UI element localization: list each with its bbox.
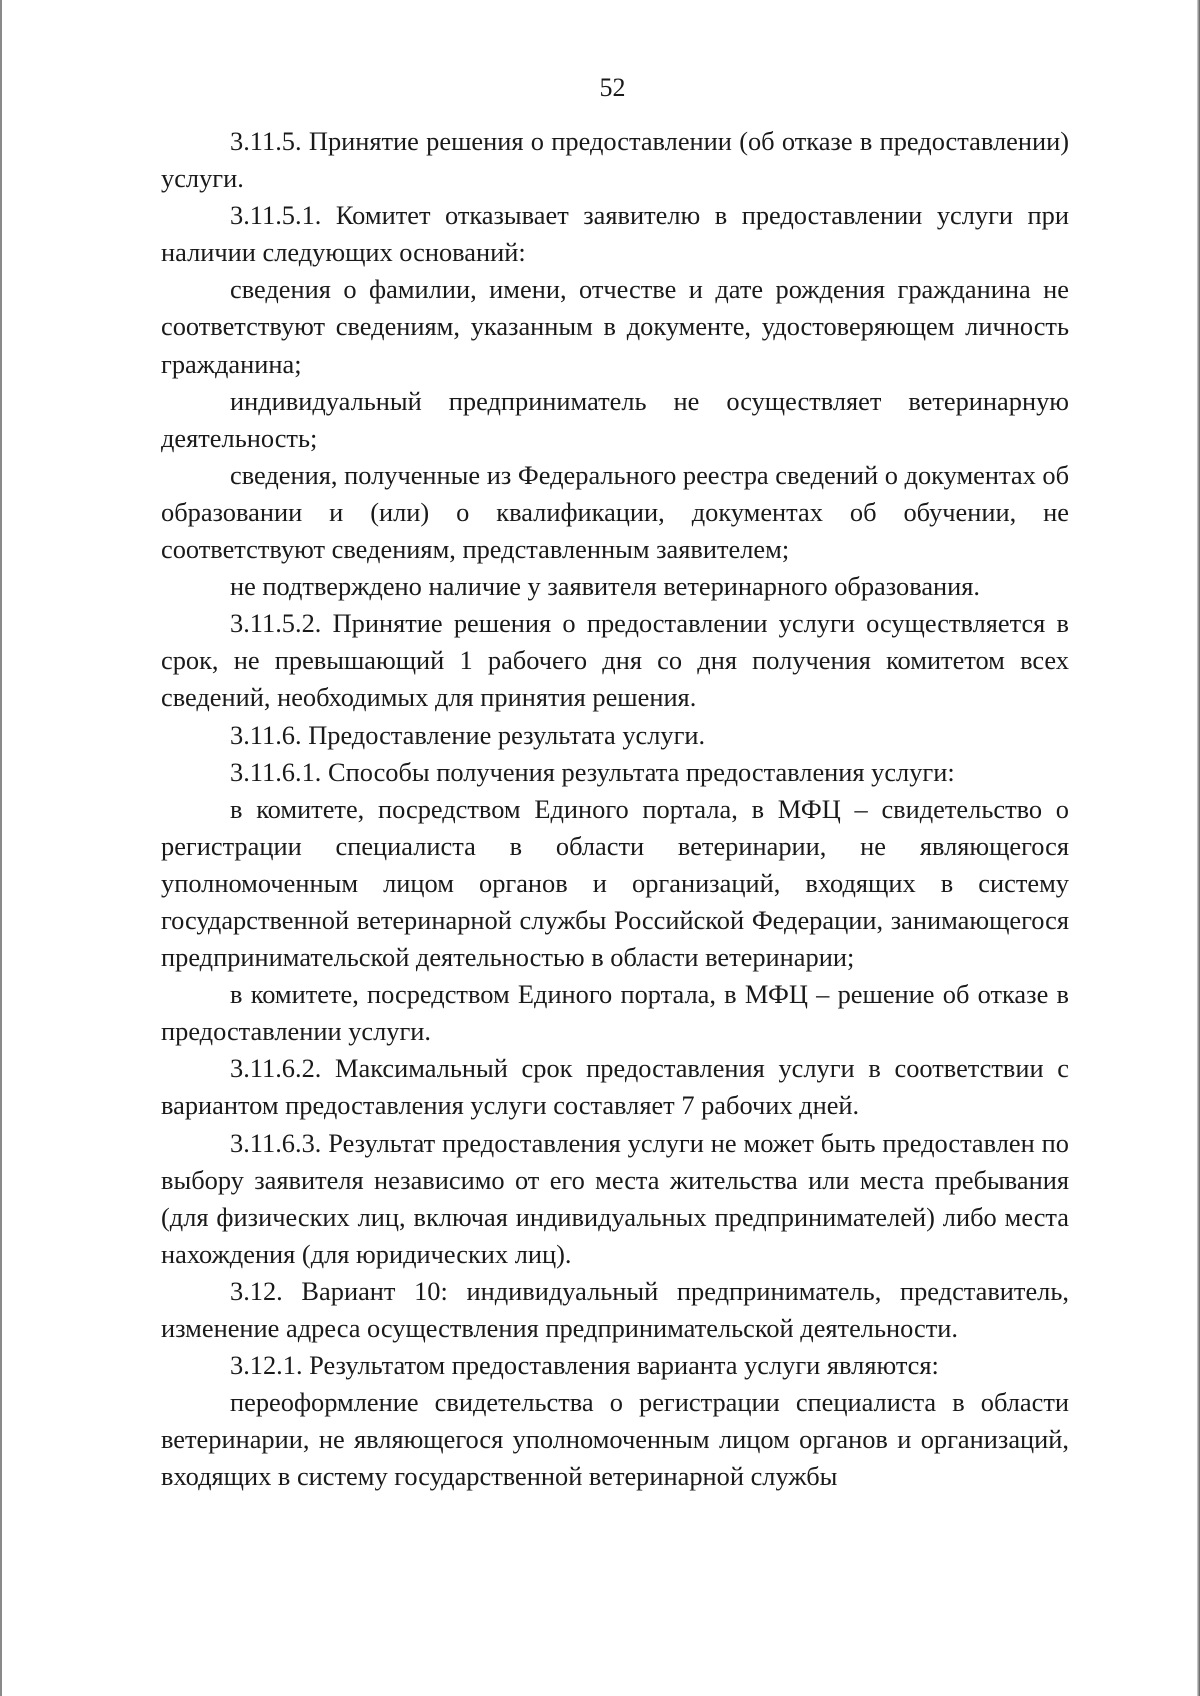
paragraph-3-11-6-1: 3.11.6.1. Способы получения результата предоставления услуги: [230,756,955,787]
paragraph-result-refusal: в комитете, посредством Единого портала, в МФЦ – решение об отказе в предоставлении услуги. [161,979,1069,1047]
paragraph-3-12: 3.12. Вариант 10: индивидуальный предприниматель, представитель, изменение адреса осуществления предпринимательской деятельности. [161,1275,1069,1343]
page-number: 52 [599,73,626,102]
paragraph-reissue-certificate: переоформление свидетельства о регистрации специалиста в области ветеринарии, не являющегося уполномоченным лицом органов и организаций, входящих в систему государственной ветеринарной службы [161,1387,1069,1492]
paragraph-3-11-6-2: 3.11.6.2. Максимальный срок предоставления услуги в соответствии с вариантом предоставления услуги составляет 7 рабочих дней. [161,1053,1069,1121]
paragraph-ground-personal-data: сведения о фамилии, имени, отчестве и дате рождения гражданина не соответствуют сведениям, указанным в документе, удостоверяющем личность гражданина; [161,274,1069,379]
paragraph-3-12-1: 3.12.1. Результатом предоставления варианта услуги являются: [230,1350,939,1381]
document-body [161,123,1069,1495]
scan-edge-left [0,0,2,1696]
paragraph-3-11-6-3: 3.11.6.3. Результат предоставления услуги не может быть предоставлен по выбору заявителя независимо от его места жительства или места пребывания (для физических лиц, включая индивидуальных предпринимателей) либо места нахождения (для юридических лиц). [161,1127,1069,1269]
paragraph-result-certificate: в комитете, посредством Единого портала, в МФЦ – свидетельство о регистрации специалиста в области ветеринарии, не являющегося уполномоченным лицом органов и организаций, входящих в систему государственной ветеринарной службы Российской Федерации, занимающегося предпринимательской деятельностью в области ветеринарии; [161,793,1069,973]
paragraph-ground-no-activity: индивидуальный предприниматель не осуществляет ветеринарную деятельность; [161,385,1069,453]
paragraph-3-11-5-2: 3.11.5.2. Принятие решения о предоставлении услуги осуществляется в срок, не превышающий 1 рабочего дня со дня получения комитетом всех сведений, необходимых для принятия решения. [161,608,1069,713]
paragraph-ground-education-registry: сведения, полученные из Федерального реестра сведений о документах об образовании и (или) о квалификации, документах об обучении, не соответствуют сведениям, представленным заявителем; [161,459,1069,565]
paragraph-3-11-5: 3.11.5. Принятие решения о предоставлении (об отказе в предоставлении) услуги. [161,126,1069,194]
paragraph-3-11-6: 3.11.6. Предоставление результата услуги. [230,719,706,750]
paragraph-3-11-5-1: 3.11.5.1. Комитет отказывает заявителю в предоставлении услуги при наличии следующих оснований: [161,200,1069,268]
paragraph-ground-no-education: не подтверждено наличие у заявителя ветеринарного образования. [230,571,981,602]
